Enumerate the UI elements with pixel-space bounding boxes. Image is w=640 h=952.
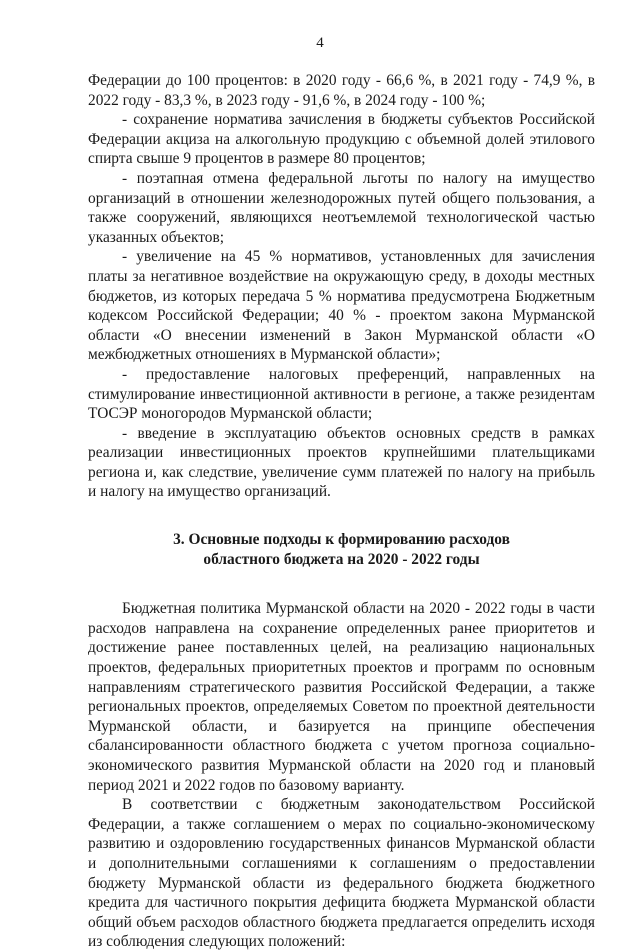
section-heading	[88, 530, 595, 569]
section-heading-line-2: областного бюджета на 2020 - 2022 годы	[203, 550, 480, 568]
document-body	[88, 71, 595, 952]
list-item-fixed-assets: - введение в эксплуатацию объектов основных средств в рамках реализации инвестиционных проектов крупнейшими плательщиками региона и, как следствие, увеличение сумм платежей по налогу на прибыль и налогу на имущество организаций.	[88, 424, 595, 501]
list-item-environmental-fee: - увеличение на 45 % нормативов, установленных для зачисления платы за негативное воздействие на окружающую среду, в доходы местных бюджетов, из которых передача 5 % норматива предусмотрена Бюджетным кодексом Российской Федерации; 40 % - проектом закона Мурманской области «О внесении изменений в Закон Мурманской области «О межбюджетных отношениях в Мурманской области»;	[88, 248, 595, 364]
paragraph-expenditure-provisions: В соответствии с бюджетным законодательством Российской Федерации, а также соглашением о мерах по социально-экономическому развитию и оздоровлению государственных финансов Мурманской области и дополнительными соглашениями к соглашениям о предоставлении бюджету Мурманской области из федерального бюджета бюджетного кредита для частичного покрытия дефицита бюджета Мурманской области общий объем расходов областного бюджета предлагается определить исходя из соблюдения следующих положений:	[88, 796, 595, 951]
list-item-tax-preferences: - предоставление налоговых преференций, направленных на стимулирование инвестиционной активности в регионе, а также резидентам ТОСЭР моногородов Мурманской области;	[88, 365, 595, 423]
page-number: 4	[316, 35, 324, 51]
paragraph-budget-policy: Бюджетная политика Мурманской области на 2020 - 2022 годы в части расходов направлена на сохранение определенных ранее приоритетов и достижение ранее поставленных целей, на реализацию национальных проектов, федеральных приоритетных проектов и программ по основным направлениям стратегического развития Российской Федерации, а также региональных проектов, определяемых Советом по проектной деятельности Мурманской области, и базируется на принципе обеспечения сбалансированности областного бюджета с учетом прогноза социально-экономического развития Мурманской области на 2020 год и плановый период 2021 и 2022 годов по базовому варианту.	[88, 600, 595, 794]
list-item-property-tax-exemption: - поэтапная отмена федеральной льготы по налогу на имущество организаций в отношении железнодорожных путей общего пользования, а также сооружений, являющихся неотъемлемой технологической частью указанных объектов;	[88, 169, 595, 246]
list-item-excise-norm: - сохранение норматива зачисления в бюджеты субъектов Российской Федерации акциза на алкогольную продукцию с объемной долей этилового спирта свыше 9 процентов в размере 80 процентов;	[88, 111, 595, 168]
section-heading-line-1: 3. Основные подходы к формированию расходов	[173, 531, 510, 549]
paragraph-continuation: Федерации до 100 процентов: в 2020 году - 66,6 %, в 2021 году - 74,9 %, в 2022 году - 83,3 %, в 2023 году - 91,6 %, в 2024 году - 100 %;	[88, 72, 595, 109]
